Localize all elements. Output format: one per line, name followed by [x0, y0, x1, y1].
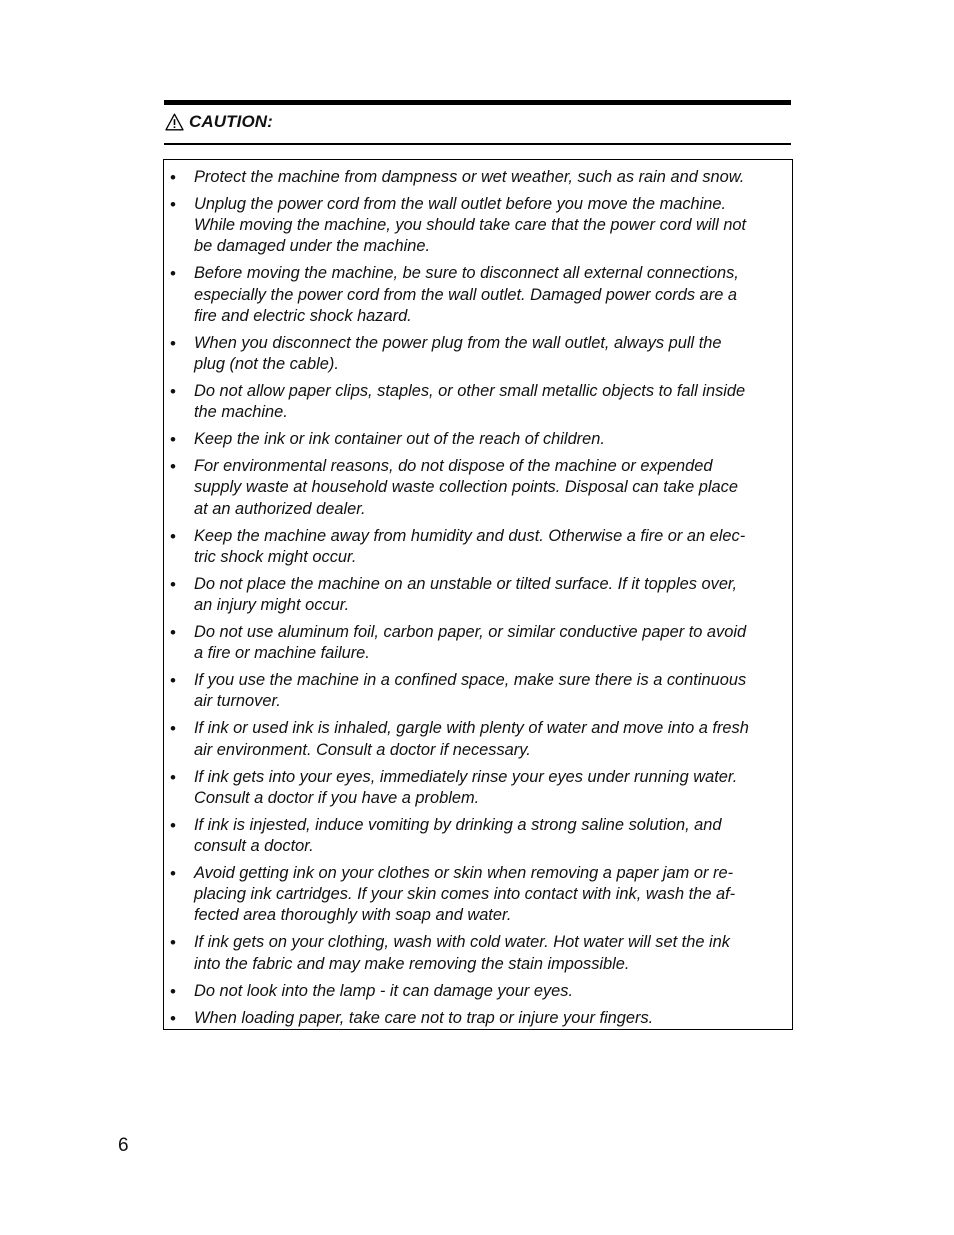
bullet: •	[170, 264, 176, 284]
bullet: •	[170, 382, 176, 401]
caution-item-line: be damaged under the machine.	[194, 237, 431, 256]
bullet: •	[170, 168, 176, 187]
caution-item-line: Do not allow paper clips, staples, or other small metallic objects to fall inside	[194, 382, 746, 400]
caution-header	[165, 110, 273, 134]
caution-item-line: If ink or used ink is inhaled, gargle with plenty of water and move into a fresh	[194, 719, 749, 738]
caution-item-line: Keep the ink or ink container out of the reach of children.	[194, 430, 605, 449]
caution-item-line: a fire or machine failure.	[194, 644, 370, 663]
caution-item-line: When loading paper, take care not to trap or injure your fingers.	[194, 1008, 654, 1027]
page-number: 6	[118, 1135, 129, 1156]
caution-item-line: Avoid getting ink on your clothes or skin when removing a paper jam or re-	[194, 864, 734, 882]
bullet: •	[170, 333, 176, 353]
caution-item-line: When you disconnect the power plug from the wall outlet, always pull the	[194, 333, 722, 352]
caution-item-text	[194, 670, 788, 712]
caution-title: CAUTION:	[189, 112, 273, 131]
caution-item-line: an injury might occur.	[194, 596, 350, 614]
caution-item-text	[194, 333, 788, 375]
bullet: •	[170, 933, 176, 953]
bullet: •	[170, 623, 176, 642]
caution-item-line: especially the power cord from the wall outlet. Damaged power cords are a	[194, 285, 737, 304]
caution-item-text	[194, 263, 788, 327]
bullet: •	[170, 815, 176, 835]
caution-item-line: For environmental reasons, do not dispose of the machine or expended	[194, 457, 713, 476]
caution-item-text	[194, 1008, 788, 1029]
caution-item-line: into the fabric and may make removing the stain impossible.	[194, 954, 630, 973]
caution-item-line: fected area thoroughly with soap and water.	[194, 906, 512, 925]
caution-item-text	[194, 815, 788, 857]
caution-item-line: Before moving the machine, be sure to disconnect all external connections,	[194, 264, 739, 283]
bullet: •	[170, 767, 176, 787]
caution-item-line: at an authorized dealer.	[194, 499, 366, 518]
caution-item-line: Unplug the power cord from the wall outlet before you move the machine.	[194, 195, 727, 213]
bullet: •	[170, 457, 176, 477]
caution-item-text	[194, 863, 788, 927]
bullet: •	[170, 526, 176, 546]
caution-item-text	[194, 574, 788, 616]
caution-item-text	[194, 167, 788, 188]
caution-item-line: air turnover.	[194, 692, 281, 711]
caution-item-line: While moving the machine, you should take care that the power cord will not	[194, 216, 747, 235]
caution-item-line: air environment. Consult a doctor if necessary.	[194, 740, 531, 759]
caution-box	[163, 159, 793, 1030]
bullet: •	[170, 719, 176, 739]
caution-item-line: Do not use aluminum foil, carbon paper, or similar conductive paper to avoid	[194, 623, 747, 641]
bullet: •	[170, 574, 176, 594]
caution-item-text	[194, 932, 788, 974]
caution-item-line: If ink is injested, induce vomiting by drinking a strong saline solution, and	[194, 815, 722, 834]
caution-item-text	[194, 622, 788, 664]
bullet: •	[170, 864, 176, 883]
bottom-rule	[164, 143, 791, 145]
warning-triangle-icon	[165, 113, 184, 131]
caution-item-text	[194, 718, 788, 760]
caution-item-line: Consult a doctor if you have a problem.	[194, 788, 480, 807]
caution-item-line: supply waste at household waste collection points. Disposal can take place	[194, 478, 738, 497]
caution-item-text	[194, 194, 788, 258]
bullet: •	[170, 981, 176, 1001]
bullet: •	[170, 671, 176, 691]
caution-item-line: If you use the machine in a confined space, make sure there is a continuous	[194, 671, 747, 690]
caution-item-text	[194, 981, 788, 1002]
caution-item-line: fire and electric shock hazard.	[194, 306, 412, 325]
caution-item-line: placing ink cartridges. If your skin comes into contact with ink, wash the af-	[194, 885, 736, 904]
caution-item-line: consult a doctor.	[194, 837, 314, 855]
bullet: •	[170, 195, 176, 214]
caution-item-text	[194, 456, 788, 520]
caution-item-line: Do not look into the lamp - it can damage your eyes.	[194, 981, 574, 1000]
caution-item-text	[194, 429, 788, 450]
caution-item-text	[194, 767, 788, 809]
caution-item-text	[194, 381, 788, 423]
caution-item-line: Do not place the machine on an unstable or tilted surface. If it topples over,	[194, 574, 738, 593]
bullet: •	[170, 430, 176, 450]
top-rule	[164, 100, 791, 105]
caution-item-text	[194, 526, 788, 568]
caution-item-line: the machine.	[194, 403, 288, 422]
caution-item-line: If ink gets into your eyes, immediately rinse your eyes under running water.	[194, 767, 738, 786]
caution-item-line: Keep the machine away from humidity and dust. Otherwise a fire or an elec-	[194, 526, 746, 545]
caution-item-line: tric shock might occur.	[194, 547, 357, 566]
caution-item-line: plug (not the cable).	[194, 355, 339, 373]
caution-item-line: Protect the machine from dampness or wet weather, such as rain and snow.	[194, 168, 745, 186]
caution-item-line: If ink gets on your clothing, wash with cold water. Hot water will set the ink	[194, 933, 730, 952]
bullet: •	[170, 1008, 176, 1028]
